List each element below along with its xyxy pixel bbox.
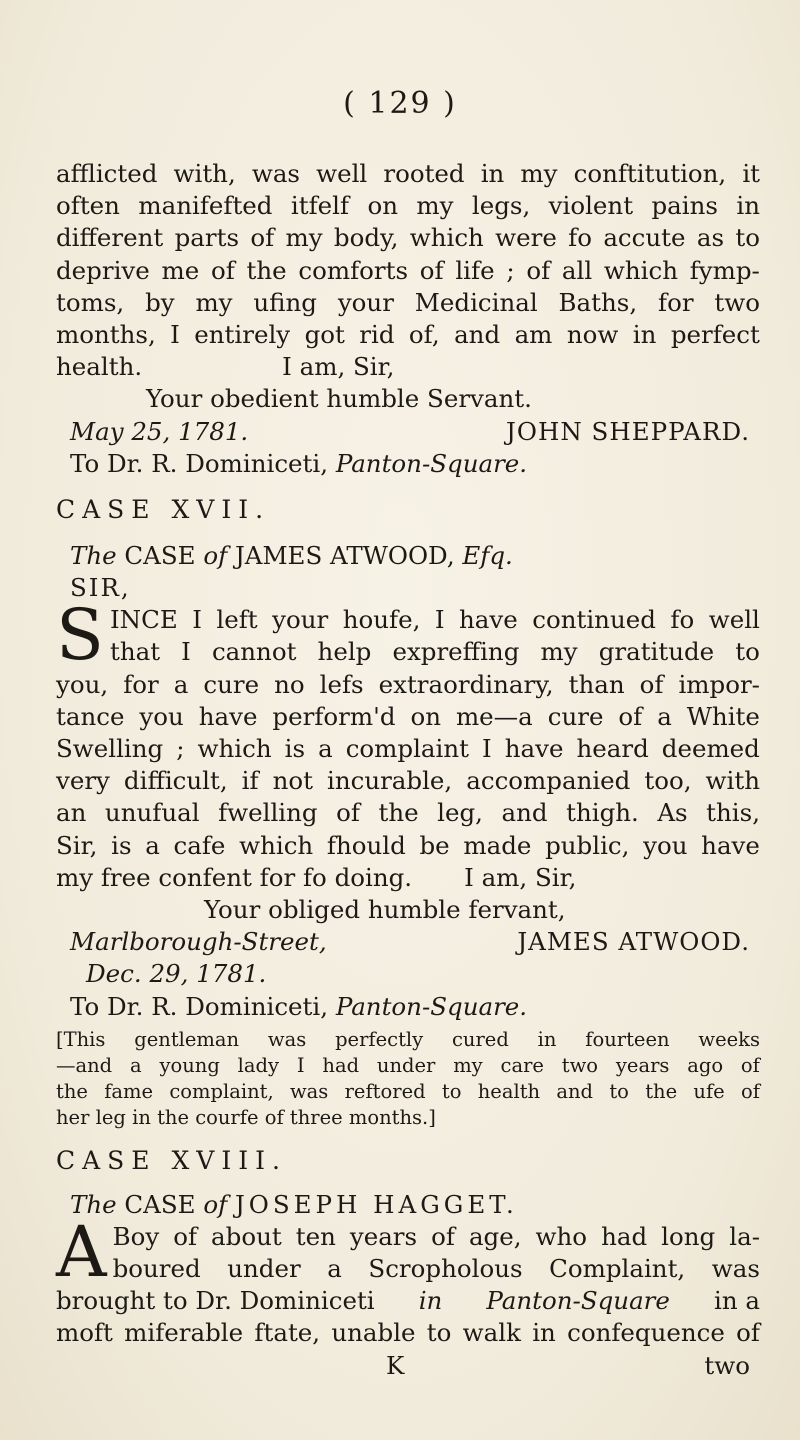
word: different	[56, 223, 164, 253]
text-line	[56, 158, 760, 190]
word: weeks	[698, 1027, 760, 1051]
word: deprive	[56, 255, 150, 285]
word: my	[520, 159, 558, 188]
addressee-place: Panton-Square.	[335, 448, 528, 478]
text-line	[56, 190, 760, 222]
word: As	[657, 798, 688, 828]
word: rooted	[383, 159, 465, 188]
word: Complaint,	[549, 1254, 686, 1284]
word: itfelf	[290, 191, 350, 221]
text-segment: Panton-Square	[486, 1286, 670, 1316]
word: ufing	[253, 287, 317, 317]
word: a	[318, 734, 333, 763]
word: conftitution,	[573, 159, 727, 188]
word: you	[643, 830, 688, 860]
word: a	[657, 701, 672, 731]
word: which	[409, 223, 484, 253]
word: for	[658, 287, 694, 317]
word: body,	[333, 223, 399, 253]
addressee: To Dr. R. Dominiceti,	[70, 448, 329, 478]
title-name: JOSEPH HAGGET.	[234, 1189, 518, 1219]
word: —and	[56, 1053, 113, 1077]
word: White	[686, 701, 760, 731]
word: reftored	[344, 1079, 426, 1103]
word: often	[56, 191, 120, 221]
word: and	[454, 319, 501, 349]
word: ago	[687, 1053, 724, 1077]
word: to	[441, 1079, 462, 1103]
word: gratitude	[598, 637, 715, 667]
word: violent	[548, 191, 634, 221]
word: houfe,	[342, 605, 421, 635]
word: fo	[568, 223, 592, 253]
text-line	[56, 1285, 760, 1317]
word: my	[285, 223, 323, 253]
word: well	[708, 605, 760, 635]
word: of	[618, 701, 643, 731]
text-line	[110, 636, 760, 668]
signature: JAMES ATWOOD.	[517, 927, 750, 957]
word: toms,	[56, 287, 125, 317]
word: cured	[452, 1027, 509, 1051]
letter-closing: I am, Sir,	[464, 862, 577, 892]
word: INCE	[109, 605, 178, 635]
word: tance	[56, 701, 125, 731]
word: have	[701, 830, 760, 860]
word: difficult,	[123, 766, 228, 796]
word: moft	[56, 1318, 113, 1348]
text-line	[110, 604, 760, 636]
page-number: ( 129 )	[343, 86, 457, 121]
text-line	[56, 255, 760, 287]
title-the: The	[70, 540, 117, 570]
word: perfect	[670, 319, 760, 349]
note-line	[56, 1053, 760, 1079]
word: young	[159, 1053, 220, 1077]
word: I	[192, 605, 202, 635]
word: on	[367, 191, 398, 221]
word: fame	[104, 1079, 154, 1103]
title-of: of	[203, 1189, 228, 1219]
word: I	[170, 319, 180, 349]
letter-date: Dec. 29, 1781.	[86, 959, 267, 989]
word: is	[284, 734, 306, 763]
word: impor-	[678, 669, 760, 699]
word: Medicinal	[414, 287, 538, 317]
word: my	[416, 191, 454, 221]
drop-cap: S	[56, 594, 104, 677]
addressee: To Dr. R. Dominiceti,	[70, 991, 329, 1021]
word: was	[289, 1079, 329, 1103]
word: in	[532, 1318, 556, 1348]
paragraph	[56, 1210, 760, 1350]
text-line	[56, 701, 760, 733]
drop-cap: A	[56, 1210, 107, 1293]
word: with,	[173, 159, 236, 188]
word: the	[378, 798, 419, 828]
word: lefs	[319, 669, 364, 699]
word: if	[241, 766, 259, 796]
word: of	[336, 798, 360, 828]
word: which	[239, 830, 314, 860]
word: an	[56, 798, 87, 828]
text-segment: in a	[713, 1286, 760, 1316]
word: I	[181, 637, 191, 667]
word: have	[198, 701, 258, 731]
text-line	[56, 765, 760, 797]
text-line	[56, 669, 760, 701]
word: now	[566, 319, 619, 349]
word: walk	[462, 1318, 521, 1348]
word: Boy	[112, 1221, 160, 1251]
catchword: two	[704, 1350, 750, 1380]
word: am	[514, 319, 553, 349]
word: I	[296, 1053, 305, 1077]
word: to	[609, 1079, 629, 1103]
word: not	[272, 766, 313, 796]
letter-place: Marlborough-Street,	[70, 927, 327, 957]
word: me	[161, 255, 200, 285]
word: unable	[331, 1318, 416, 1348]
word: of	[526, 255, 551, 285]
word: ufe	[693, 1079, 725, 1103]
word: comforts	[298, 255, 409, 285]
note-line: her leg in the courfe of three months.]	[56, 1105, 436, 1129]
page-body	[56, 158, 760, 1382]
title-the: The	[70, 1189, 117, 1219]
text-line	[113, 1253, 760, 1285]
word: extraordinary,	[378, 669, 554, 699]
word: the	[56, 1079, 88, 1103]
title-case: CASE	[124, 1189, 196, 1219]
title-name: JAMES ATWOOD,	[234, 540, 455, 570]
word: the	[246, 255, 287, 285]
word: made	[463, 830, 532, 860]
word: incurable,	[326, 766, 453, 796]
signature: JOHN SHEPPARD.	[506, 416, 750, 446]
word: fhould	[326, 830, 406, 860]
word: care	[500, 1053, 544, 1077]
word: Swelling	[56, 734, 164, 763]
word: cure	[547, 701, 604, 731]
addressee-place: Panton-Square.	[335, 991, 528, 1021]
word: of	[639, 669, 664, 699]
word: were	[495, 223, 557, 253]
word: had	[322, 1053, 360, 1077]
word: you,	[56, 669, 109, 699]
word: of	[740, 1053, 760, 1077]
word: had	[601, 1221, 648, 1251]
word: too,	[644, 766, 692, 796]
word: help	[317, 637, 372, 667]
word: of	[210, 255, 235, 285]
word: by	[145, 287, 175, 317]
word: be	[419, 830, 450, 860]
text-line	[56, 862, 760, 894]
paragraph	[56, 594, 760, 894]
word: who	[535, 1221, 588, 1251]
text-segment: in	[418, 1286, 443, 1316]
word: was	[251, 159, 301, 188]
word: complaint	[345, 734, 469, 763]
word: of	[173, 1221, 198, 1251]
word: afflicted	[56, 159, 158, 188]
text-line	[113, 1221, 760, 1253]
word: of	[431, 1221, 455, 1251]
word: to	[735, 637, 760, 667]
word: cannot	[211, 637, 297, 667]
word: thigh.	[566, 798, 639, 828]
word: a	[173, 669, 189, 699]
word: manifefted	[138, 191, 273, 221]
word: which	[197, 734, 272, 763]
word: was	[267, 1027, 307, 1051]
note-line	[56, 1079, 760, 1105]
editor-note	[56, 1023, 760, 1131]
word: health	[477, 1079, 541, 1103]
word: months,	[56, 319, 156, 349]
text-line	[56, 830, 760, 862]
word: have	[459, 605, 518, 635]
word: gentleman	[134, 1027, 240, 1051]
letter-date: May 25, 1781.	[70, 416, 249, 446]
word: this,	[706, 798, 760, 828]
word: of,	[408, 319, 440, 349]
word: accompanied	[466, 766, 631, 796]
word: accute	[603, 223, 686, 253]
word: very	[56, 766, 110, 796]
word: two	[714, 287, 760, 317]
word: left	[216, 605, 258, 635]
word: perform'd	[272, 701, 396, 731]
word: leg,	[437, 798, 483, 828]
word: no	[274, 669, 305, 699]
word: miferable	[124, 1318, 244, 1348]
word: parts	[174, 223, 240, 253]
word: in	[537, 1027, 557, 1051]
page-footer	[56, 1350, 760, 1382]
word: pains	[651, 191, 718, 221]
word: my	[195, 287, 233, 317]
word: a	[145, 830, 160, 860]
health-word: health.	[56, 352, 143, 382]
word: rid	[359, 319, 395, 349]
addressee-line	[56, 991, 760, 1023]
letter-servant-line: Your obedient humble Servant.	[146, 384, 532, 414]
text-line	[56, 319, 760, 351]
word: years	[349, 1221, 418, 1251]
word: to	[735, 223, 760, 253]
word: that	[109, 637, 161, 667]
word: on	[410, 701, 441, 731]
word: fourteen	[585, 1027, 670, 1051]
text-line	[56, 1317, 760, 1349]
word: I	[434, 605, 445, 635]
word: of	[741, 1079, 760, 1103]
case-title	[56, 540, 760, 572]
signature-line	[56, 926, 760, 958]
word: have	[504, 734, 564, 763]
word: heard	[576, 734, 649, 763]
word: my	[453, 1053, 483, 1077]
case-heading: CASE XVIII.	[56, 1145, 287, 1175]
word: to	[426, 1318, 452, 1348]
word: a	[130, 1053, 142, 1077]
word: about	[211, 1221, 282, 1251]
word: your	[272, 605, 329, 635]
addressee-line	[56, 448, 760, 480]
letter-servant-line: Your obliged humble fervant,	[204, 894, 566, 924]
word: I	[482, 734, 492, 763]
text-line	[56, 733, 760, 765]
word: of	[736, 1318, 760, 1348]
word: age,	[468, 1221, 522, 1251]
word: well	[316, 159, 368, 188]
word: under	[227, 1254, 301, 1284]
text-line	[56, 287, 760, 319]
signature-line	[56, 416, 760, 448]
word: is	[111, 830, 132, 860]
word: long	[661, 1221, 716, 1251]
word: than	[568, 669, 625, 699]
word: in	[480, 159, 505, 188]
word: ftate,	[254, 1318, 321, 1348]
word: in	[632, 319, 657, 349]
word: of	[419, 255, 444, 285]
word: in	[736, 191, 760, 221]
word: as	[696, 223, 725, 253]
word: lady	[237, 1053, 280, 1077]
word: me—a	[455, 701, 533, 731]
word: a	[327, 1254, 342, 1284]
case-heading: CASE XVII.	[56, 494, 271, 524]
word: with	[705, 766, 760, 796]
word: cure	[203, 669, 260, 699]
word: your	[337, 287, 394, 317]
text-segment: my free confent for fo doing.	[56, 862, 413, 892]
word: and	[556, 1079, 594, 1103]
word: [This	[56, 1027, 106, 1051]
word: Scropholous	[368, 1254, 523, 1284]
word: life	[455, 255, 495, 285]
word: ten	[295, 1221, 336, 1251]
word: got	[304, 319, 345, 349]
word: my	[540, 637, 578, 667]
note-line	[56, 1023, 760, 1053]
word: years	[615, 1053, 670, 1077]
word: ;	[506, 255, 515, 285]
word: legs,	[471, 191, 531, 221]
text-line	[56, 222, 760, 254]
word: continued	[532, 605, 656, 635]
word: which	[603, 255, 678, 285]
word: for	[123, 669, 159, 699]
word: unufual	[104, 798, 200, 828]
word: Sir,	[56, 830, 98, 860]
word: under	[376, 1053, 436, 1077]
word: fymp-	[689, 255, 760, 285]
word: was	[711, 1254, 760, 1284]
word: of	[250, 223, 275, 253]
word: boured	[112, 1254, 201, 1284]
salutation: SIR,	[70, 573, 131, 603]
word: entirely	[194, 319, 291, 349]
word: deemed	[661, 734, 760, 763]
signature-mark: K	[386, 1350, 405, 1380]
letter-closing: I am, Sir,	[282, 352, 395, 382]
word: two	[561, 1053, 599, 1077]
word: fwelling	[218, 798, 318, 828]
word: ;	[176, 734, 185, 763]
word: la-	[729, 1221, 760, 1251]
title-esq: Efq.	[462, 540, 513, 570]
word: cafe	[173, 830, 226, 860]
word: and	[501, 798, 548, 828]
text-line	[56, 351, 760, 383]
case-title	[56, 1189, 760, 1221]
word: all	[561, 255, 593, 285]
word: fo	[670, 605, 695, 635]
title-of: of	[203, 540, 228, 570]
word: public,	[545, 830, 630, 860]
word: confequence	[567, 1318, 725, 1348]
title-case: CASE	[124, 540, 196, 570]
word: the	[645, 1079, 678, 1103]
word: expreffing	[392, 637, 520, 667]
word: complaint,	[169, 1079, 274, 1103]
word: it	[742, 159, 760, 188]
text-segment: brought to Dr. Dominiceti	[56, 1286, 375, 1316]
text-line	[56, 797, 760, 829]
word: perfectly	[335, 1027, 424, 1051]
word: Baths,	[558, 287, 638, 317]
word: you	[139, 701, 184, 731]
